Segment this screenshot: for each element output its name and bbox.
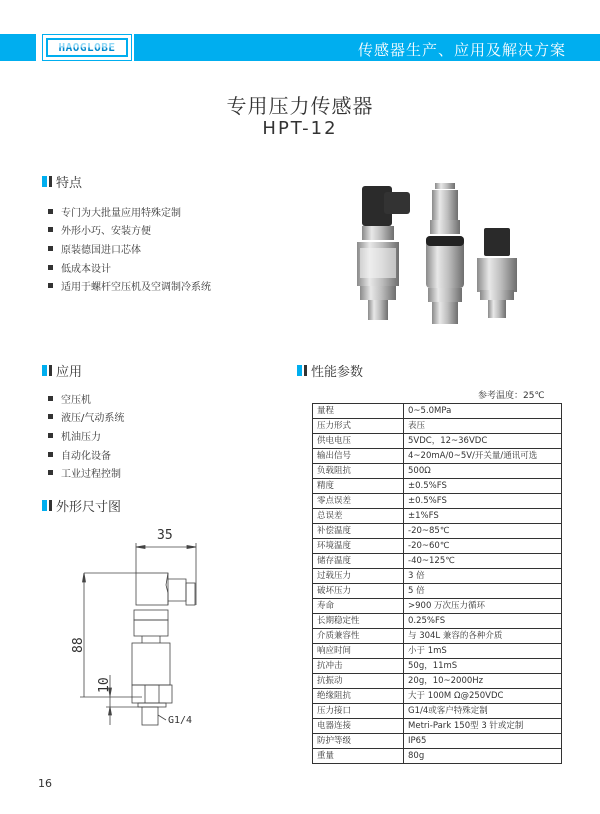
dimension-drawing bbox=[50, 515, 250, 730]
spec-value: IP65 bbox=[404, 734, 562, 749]
spec-key: 储存温度 bbox=[313, 554, 404, 569]
spec-value: 与 304L 兼容的各种介质 bbox=[404, 629, 562, 644]
brand-logo bbox=[42, 34, 132, 61]
spec-key: 量程 bbox=[313, 404, 404, 419]
dimensions-heading-label: 外形尺寸图 bbox=[56, 500, 122, 515]
spec-key: 精度 bbox=[313, 479, 404, 494]
spec-key: 零点误差 bbox=[313, 494, 404, 509]
list-item bbox=[48, 389, 124, 408]
table-row bbox=[313, 584, 562, 599]
table-row bbox=[313, 554, 562, 569]
spec-value: 20g，10~2000Hz bbox=[404, 674, 562, 689]
spec-key: 长期稳定性 bbox=[313, 614, 404, 629]
spec-value: -40~125℃ bbox=[404, 554, 562, 569]
table-row bbox=[313, 719, 562, 734]
list-item bbox=[48, 408, 124, 427]
spec-key: 寿命 bbox=[313, 599, 404, 614]
table-row bbox=[313, 614, 562, 629]
width-label: 35 bbox=[157, 528, 173, 543]
spec-value: 3 倍 bbox=[404, 569, 562, 584]
bullet-icon bbox=[48, 433, 53, 438]
spec-key: 绝缘阻抗 bbox=[313, 689, 404, 704]
bullet-icon bbox=[48, 283, 53, 288]
section-marker-icon bbox=[297, 365, 302, 376]
bullet-icon bbox=[48, 470, 53, 475]
spec-key: 总误差 bbox=[313, 509, 404, 524]
spec-key: 防护等级 bbox=[313, 734, 404, 749]
bullet-icon bbox=[48, 396, 53, 401]
table-row bbox=[313, 419, 562, 434]
spec-value: 5 倍 bbox=[404, 584, 562, 599]
spec-value: ±0.5%FS bbox=[404, 479, 562, 494]
spec-value: ±0.5%FS bbox=[404, 494, 562, 509]
spec-value: -20~85℃ bbox=[404, 524, 562, 539]
table-row bbox=[313, 464, 562, 479]
list-item-text: 工业过程控制 bbox=[61, 469, 121, 481]
bullet-icon bbox=[48, 227, 53, 232]
height-label: 88 bbox=[71, 637, 86, 653]
spec-value: 500Ω bbox=[404, 464, 562, 479]
spec-key: 负载阻抗 bbox=[313, 464, 404, 479]
logo-frame bbox=[46, 38, 128, 57]
spec-key: 补偿温度 bbox=[313, 524, 404, 539]
list-item bbox=[48, 463, 124, 482]
list-item bbox=[48, 221, 211, 240]
list-item-text: 原装德国进口芯体 bbox=[61, 244, 141, 256]
list-item-text: 自动化设备 bbox=[61, 450, 111, 462]
list-item-text: 空压机 bbox=[61, 394, 91, 406]
list-item-text: 液压/气动系统 bbox=[61, 413, 125, 425]
features-list bbox=[48, 202, 211, 295]
list-item bbox=[48, 426, 124, 445]
table-row bbox=[313, 449, 562, 464]
table-row bbox=[313, 524, 562, 539]
spec-value: Metri-Park 150型 3 针或定制 bbox=[404, 719, 562, 734]
list-item-text: 适用于螺杆空压机及空调制冷系统 bbox=[61, 282, 211, 294]
bullet-icon bbox=[48, 209, 53, 214]
spec-value: 5VDC，12~36VDC bbox=[404, 434, 562, 449]
spec-value: 50g，11mS bbox=[404, 659, 562, 674]
spec-key: 响应时间 bbox=[313, 644, 404, 659]
product-photo bbox=[340, 178, 520, 328]
spec-key: 压力形式 bbox=[313, 419, 404, 434]
table-row bbox=[313, 629, 562, 644]
features-heading-label: 特点 bbox=[56, 176, 83, 191]
bullet-icon bbox=[48, 452, 53, 457]
thread-length-label: 10 bbox=[97, 677, 112, 693]
spec-value: 80g bbox=[404, 749, 562, 764]
section-marker-icon bbox=[49, 176, 52, 187]
header-band-left bbox=[0, 34, 36, 61]
table-row bbox=[313, 599, 562, 614]
product-model: HPT-12 bbox=[262, 118, 338, 139]
list-item-text: 专门为大批量应用特殊定制 bbox=[61, 207, 181, 219]
section-marker-icon bbox=[49, 500, 52, 511]
spec-value: 0~5.0MPa bbox=[404, 404, 562, 419]
table-row bbox=[313, 434, 562, 449]
section-marker-icon bbox=[49, 365, 52, 376]
section-marker-icon bbox=[42, 365, 47, 376]
spec-value: >900 万次压力循环 bbox=[404, 599, 562, 614]
spec-key: 环境温度 bbox=[313, 539, 404, 554]
table-row bbox=[313, 674, 562, 689]
table-row bbox=[313, 749, 562, 764]
specs-heading bbox=[297, 361, 363, 380]
page-number: 16 bbox=[38, 777, 52, 790]
spec-key: 电器连接 bbox=[313, 719, 404, 734]
bullet-icon bbox=[48, 414, 53, 419]
list-item bbox=[48, 258, 211, 277]
reference-temperature: 参考温度：25℃ bbox=[478, 391, 545, 401]
spec-value: ±1%FS bbox=[404, 509, 562, 524]
spec-key: 压力接口 bbox=[313, 704, 404, 719]
table-row bbox=[313, 734, 562, 749]
spec-key: 供电电压 bbox=[313, 434, 404, 449]
features-heading bbox=[42, 172, 82, 191]
table-row bbox=[313, 494, 562, 509]
header-tagline: 传感器生产、应用及解决方案 bbox=[357, 41, 566, 59]
list-item bbox=[48, 276, 211, 295]
applications-list bbox=[48, 389, 124, 482]
list-item-text: 机油压力 bbox=[61, 431, 101, 443]
list-item bbox=[48, 445, 124, 464]
spec-table bbox=[312, 403, 562, 764]
thread-label: G1/4 bbox=[168, 715, 193, 726]
spec-value: 表压 bbox=[404, 419, 562, 434]
spec-value: 小于 1mS bbox=[404, 644, 562, 659]
section-marker-icon bbox=[304, 365, 307, 376]
table-row bbox=[313, 689, 562, 704]
spec-key: 抗振动 bbox=[313, 674, 404, 689]
spec-key: 介质兼容性 bbox=[313, 629, 404, 644]
logo-text: HAOGLOBE bbox=[58, 41, 116, 54]
list-item bbox=[48, 202, 211, 221]
list-item-text: 低成本设计 bbox=[61, 263, 111, 275]
applications-heading-label: 应用 bbox=[56, 365, 83, 380]
table-row bbox=[313, 569, 562, 584]
spec-value: 0.25%FS bbox=[404, 614, 562, 629]
product-title: 专用压力传感器 bbox=[226, 94, 374, 118]
spec-key: 破坏压力 bbox=[313, 584, 404, 599]
applications-heading bbox=[42, 361, 82, 380]
bullet-icon bbox=[48, 265, 53, 270]
table-row bbox=[313, 644, 562, 659]
list-item-text: 外形小巧、安装方便 bbox=[61, 226, 151, 238]
table-row bbox=[313, 509, 562, 524]
spec-key: 输出信号 bbox=[313, 449, 404, 464]
table-row bbox=[313, 479, 562, 494]
section-marker-icon bbox=[42, 176, 47, 187]
section-marker-icon bbox=[42, 500, 47, 511]
spec-key: 过载压力 bbox=[313, 569, 404, 584]
spec-value: -20~60℃ bbox=[404, 539, 562, 554]
table-row bbox=[313, 539, 562, 554]
specs-heading-label: 性能参数 bbox=[311, 365, 364, 380]
spec-key: 抗冲击 bbox=[313, 659, 404, 674]
bullet-icon bbox=[48, 246, 53, 251]
spec-value: 4~20mA/0~5V/开关量/通讯可选 bbox=[404, 449, 562, 464]
dimensions-heading bbox=[42, 496, 121, 515]
spec-key: 重量 bbox=[313, 749, 404, 764]
table-row bbox=[313, 704, 562, 719]
spec-value: G1/4或客户特殊定制 bbox=[404, 704, 562, 719]
table-row bbox=[313, 659, 562, 674]
list-item bbox=[48, 239, 211, 258]
spec-value: 大于 100M Ω@250VDC bbox=[404, 689, 562, 704]
table-row bbox=[313, 404, 562, 419]
